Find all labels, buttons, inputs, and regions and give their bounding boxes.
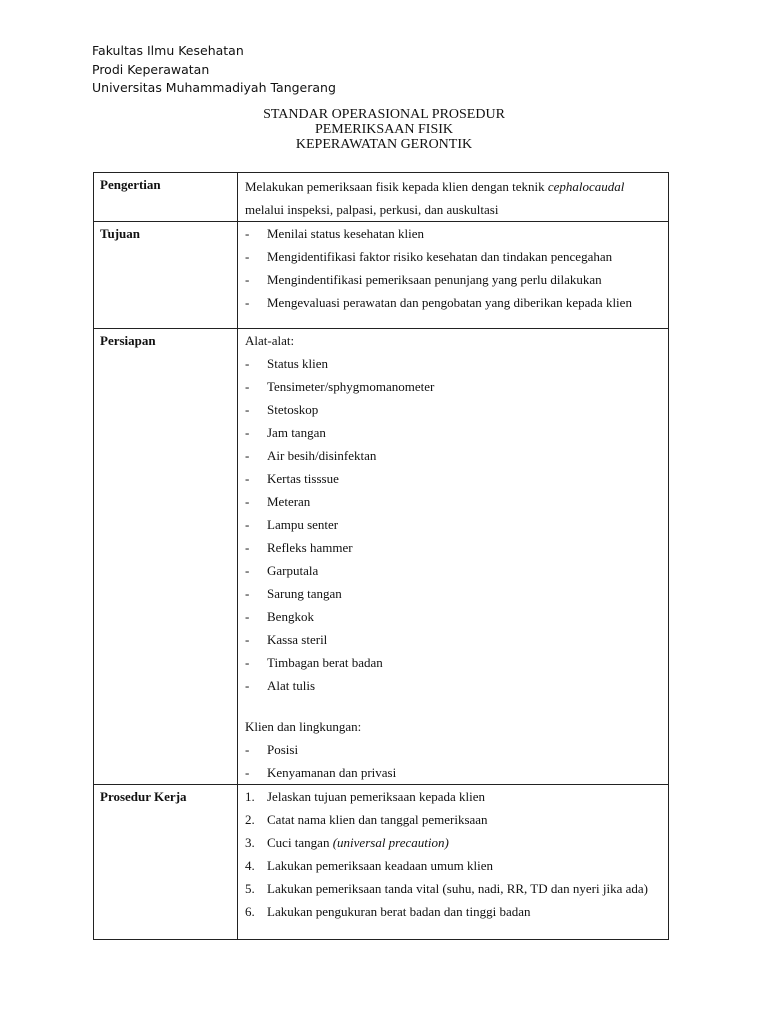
dash-marker: - (245, 517, 250, 532)
list-item: - Refleks hammer (245, 536, 660, 559)
list-item: - Posisi (245, 738, 660, 761)
list-item: - Lampu senter (245, 513, 660, 536)
klien-heading: Klien dan lingkungan: (245, 719, 362, 734)
dash-marker: - (245, 494, 250, 509)
dash-marker: - (245, 678, 250, 693)
dash-marker: - (245, 655, 250, 670)
faculty-name: Fakultas Ilmu Kesehatan (92, 43, 244, 58)
step-number: 5. (245, 881, 255, 896)
dash-marker: - (245, 586, 250, 601)
list-item: - Kertas tisssue (245, 467, 660, 490)
dash-marker: - (245, 742, 250, 757)
step-number: 3. (245, 835, 255, 850)
row-tujuan (94, 222, 669, 329)
klien-list (245, 738, 660, 784)
title-line-1: STANDAR OPERASIONAL PROSEDUR (263, 107, 505, 122)
dash-marker: - (245, 379, 250, 394)
pengertian-text (245, 173, 660, 221)
dash-marker: - (245, 295, 250, 310)
row-label-prosedur-kerja: Prosedur Kerja (94, 785, 238, 940)
list-item: - Air besih/disinfektan (245, 444, 660, 467)
step-italic-note: (universal precaution) (332, 835, 449, 850)
list-item: - Garputala (245, 559, 660, 582)
row-label-tujuan: Tujuan (94, 222, 238, 329)
list-item: - Stetoskop (245, 398, 660, 421)
list-item: - Meteran (245, 490, 660, 513)
row-prosedur-kerja (94, 785, 669, 940)
title-line-3: KEPERAWATAN GERONTIK (295, 137, 473, 152)
persiapan-content (238, 329, 669, 785)
list-item: 4. Lakukan pemeriksaan keadaan umum klien (245, 854, 660, 877)
list-item: - Sarung tangan (245, 582, 660, 605)
step-number: 4. (245, 858, 255, 873)
row-pengertian (94, 173, 669, 222)
alat-list (245, 352, 660, 697)
prosedur-content (238, 785, 669, 940)
row-persiapan (94, 329, 669, 785)
prosedur-list (245, 785, 660, 923)
list-item: - Menilai status kesehatan klien (245, 222, 660, 245)
section-spacer (245, 697, 660, 715)
pengertian-italic-term: cephalocaudal (547, 179, 625, 194)
list-item: 3. Cuci tangan (universal precaution) (245, 831, 660, 854)
list-item: - Mengindentifikasi pemeriksaan penunjang yang perlu dilakukan (245, 268, 660, 291)
alat-heading: Alat-alat: (245, 333, 295, 348)
dash-marker: - (245, 226, 250, 241)
row-label-pengertian: Pengertian (94, 173, 238, 222)
dash-marker: - (245, 402, 250, 417)
tujuan-content (238, 222, 669, 329)
list-item: - Status klien (245, 352, 660, 375)
tujuan-list (245, 222, 660, 314)
document-title (0, 107, 768, 152)
sop-table (93, 172, 669, 940)
step-number: 6. (245, 904, 255, 919)
row-label-persiapan: Persiapan (94, 329, 238, 785)
list-item: 1. Jelaskan tujuan pemeriksaan kepada klien (245, 785, 660, 808)
dash-marker: - (245, 249, 250, 264)
title-line-2: PEMERIKSAAN FISIK (314, 122, 454, 137)
dash-marker: - (245, 540, 250, 555)
step-number: 2. (245, 812, 255, 827)
dash-marker: - (245, 356, 250, 371)
dash-marker: - (245, 765, 250, 780)
institution-header (92, 42, 336, 98)
dash-marker: - (245, 632, 250, 647)
list-item: - Jam tangan (245, 421, 660, 444)
program-name: Prodi Keperawatan (92, 61, 210, 77)
dash-marker: - (245, 609, 250, 624)
list-item: - Kenyamanan dan privasi (245, 761, 660, 784)
list-item: 5. Lakukan pemeriksaan tanda vital (suhu, nadi, RR, TD dan nyeri jika ada) (245, 877, 660, 900)
list-item: - Bengkok (245, 605, 660, 628)
dash-marker: - (245, 272, 250, 287)
dash-marker: - (245, 563, 250, 578)
list-item: - Tensimeter/sphygmomanometer (245, 375, 660, 398)
pengertian-text-after: melalui inspeksi, palpasi, perkusi, dan auskultasi (245, 202, 499, 217)
dash-marker: - (245, 425, 250, 440)
list-item: - Mengevaluasi perawatan dan pengobatan yang diberikan kepada klien (245, 291, 660, 314)
list-item: - Kassa steril (245, 628, 660, 651)
step-number: 1. (245, 789, 255, 804)
dash-marker: - (245, 448, 250, 463)
pengertian-content (238, 173, 669, 222)
list-item: - Timbagan berat badan (245, 651, 660, 674)
list-item: - Alat tulis (245, 674, 660, 697)
list-item: - Mengidentifikasi faktor risiko kesehatan dan tindakan pencegahan (245, 245, 660, 268)
list-item: 6. Lakukan pengukuran berat badan dan tinggi badan (245, 900, 660, 923)
pengertian-text-before: Melakukan pemeriksaan fisik kepada klien dengan teknik (245, 179, 548, 194)
university-name: Universitas Muhammadiyah Tangerang (92, 80, 336, 95)
dash-marker: - (245, 471, 250, 486)
list-item: 2. Catat nama klien dan tanggal pemeriksaan (245, 808, 660, 831)
